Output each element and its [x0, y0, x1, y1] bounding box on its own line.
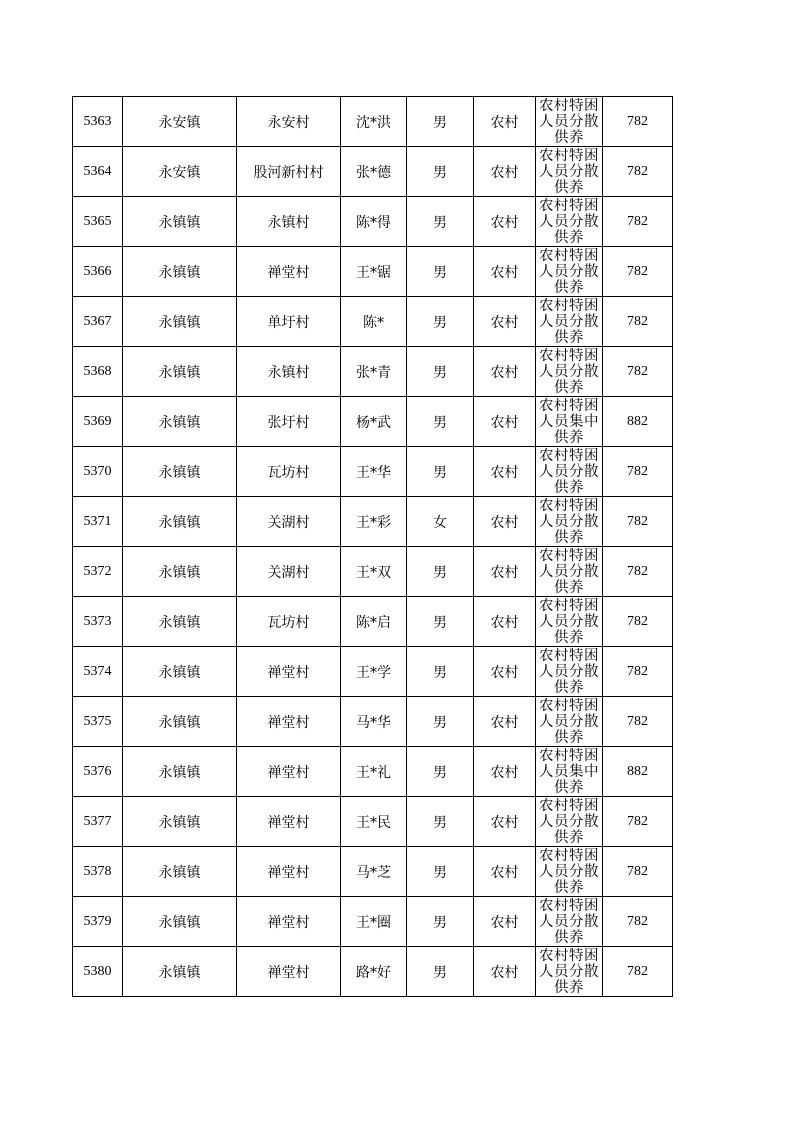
amount-cell: 782: [603, 597, 673, 647]
support-category-cell: [536, 847, 603, 897]
area-type-cell: 农村: [474, 897, 536, 947]
village-cell: 关湖村: [237, 497, 341, 547]
village-cell: 禅堂村: [237, 847, 341, 897]
amount-cell: 782: [603, 247, 673, 297]
area-type-cell: 农村: [474, 747, 536, 797]
person-name-cell: 杨*武: [341, 397, 407, 447]
person-name-cell: 马*芝: [341, 847, 407, 897]
support-category-cell: [536, 747, 603, 797]
amount-cell: 782: [603, 147, 673, 197]
area-type-cell: 农村: [474, 497, 536, 547]
serial-number-cell: 5373: [73, 597, 123, 647]
support-category-cell: [536, 897, 603, 947]
gender-cell: 男: [407, 797, 474, 847]
serial-number-cell: 5368: [73, 347, 123, 397]
serial-number-cell: 5363: [73, 97, 123, 147]
support-category-text: 农村特困人员分散供养: [539, 898, 599, 945]
amount-cell: 882: [603, 397, 673, 447]
gender-cell: 男: [407, 97, 474, 147]
support-category-cell: [536, 97, 603, 147]
support-category-text: 农村特困人员分散供养: [539, 198, 599, 245]
gender-cell: 男: [407, 597, 474, 647]
serial-number-cell: 5366: [73, 247, 123, 297]
town-cell: 永镇镇: [123, 297, 237, 347]
table-row: [73, 797, 673, 847]
person-name-cell: 陈*启: [341, 597, 407, 647]
serial-number-cell: 5369: [73, 397, 123, 447]
village-cell: 单圩村: [237, 297, 341, 347]
town-cell: 永安镇: [123, 97, 237, 147]
table-row: [73, 647, 673, 697]
town-cell: 永镇镇: [123, 947, 237, 997]
person-name-cell: 张*青: [341, 347, 407, 397]
town-cell: 永镇镇: [123, 447, 237, 497]
amount-cell: 782: [603, 497, 673, 547]
serial-number-cell: 5374: [73, 647, 123, 697]
village-cell: 禅堂村: [237, 647, 341, 697]
area-type-cell: 农村: [474, 597, 536, 647]
gender-cell: 男: [407, 297, 474, 347]
person-name-cell: 王*双: [341, 547, 407, 597]
village-cell: 瓦坊村: [237, 447, 341, 497]
person-name-cell: 王*学: [341, 647, 407, 697]
support-category-text: 农村特困人员分散供养: [539, 248, 599, 295]
relief-roster-table: [72, 96, 673, 997]
table-row: [73, 847, 673, 897]
support-category-cell: [536, 147, 603, 197]
support-category-cell: [536, 797, 603, 847]
area-type-cell: 农村: [474, 647, 536, 697]
village-cell: 永安村: [237, 97, 341, 147]
amount-cell: 782: [603, 297, 673, 347]
table-row: [73, 947, 673, 997]
town-cell: 永镇镇: [123, 647, 237, 697]
table-row: [73, 247, 673, 297]
serial-number-cell: 5365: [73, 197, 123, 247]
table-row: [73, 697, 673, 747]
table-row: [73, 747, 673, 797]
town-cell: 永镇镇: [123, 497, 237, 547]
support-category-text: 农村特困人员集中供养: [539, 398, 599, 445]
gender-cell: 男: [407, 247, 474, 297]
town-cell: 永镇镇: [123, 847, 237, 897]
support-category-text: 农村特困人员分散供养: [539, 348, 599, 395]
support-category-text: 农村特困人员分散供养: [539, 948, 599, 995]
area-type-cell: 农村: [474, 697, 536, 747]
town-cell: 永镇镇: [123, 797, 237, 847]
support-category-text: 农村特困人员集中供养: [539, 748, 599, 795]
serial-number-cell: 5372: [73, 547, 123, 597]
town-cell: 永镇镇: [123, 697, 237, 747]
village-cell: 禅堂村: [237, 797, 341, 847]
village-cell: 股河新村村: [237, 147, 341, 197]
table-row: [73, 297, 673, 347]
support-category-cell: [536, 197, 603, 247]
village-cell: 张圩村: [237, 397, 341, 447]
table-row: [73, 147, 673, 197]
table-row: [73, 347, 673, 397]
town-cell: 永镇镇: [123, 597, 237, 647]
support-category-text: 农村特困人员分散供养: [539, 648, 599, 695]
support-category-cell: [536, 347, 603, 397]
support-category-text: 农村特困人员分散供养: [539, 698, 599, 745]
area-type-cell: 农村: [474, 147, 536, 197]
serial-number-cell: 5380: [73, 947, 123, 997]
village-cell: 禅堂村: [237, 897, 341, 947]
serial-number-cell: 5375: [73, 697, 123, 747]
amount-cell: 782: [603, 797, 673, 847]
serial-number-cell: 5377: [73, 797, 123, 847]
gender-cell: 男: [407, 397, 474, 447]
support-category-text: 农村特困人员分散供养: [539, 798, 599, 845]
gender-cell: 男: [407, 347, 474, 397]
gender-cell: 女: [407, 497, 474, 547]
support-category-cell: [536, 647, 603, 697]
table-row: [73, 597, 673, 647]
gender-cell: 男: [407, 447, 474, 497]
support-category-cell: [536, 697, 603, 747]
support-category-cell: [536, 397, 603, 447]
serial-number-cell: 5367: [73, 297, 123, 347]
support-category-text: 农村特困人员分散供养: [539, 448, 599, 495]
town-cell: 永镇镇: [123, 547, 237, 597]
village-cell: 禅堂村: [237, 747, 341, 797]
person-name-cell: 张*德: [341, 147, 407, 197]
support-category-cell: [536, 247, 603, 297]
person-name-cell: 陈*: [341, 297, 407, 347]
amount-cell: 782: [603, 847, 673, 897]
gender-cell: 男: [407, 147, 474, 197]
gender-cell: 男: [407, 647, 474, 697]
amount-cell: 782: [603, 97, 673, 147]
town-cell: 永镇镇: [123, 197, 237, 247]
gender-cell: 男: [407, 947, 474, 997]
serial-number-cell: 5378: [73, 847, 123, 897]
village-cell: 瓦坊村: [237, 597, 341, 647]
amount-cell: 882: [603, 747, 673, 797]
village-cell: 禅堂村: [237, 697, 341, 747]
amount-cell: 782: [603, 647, 673, 697]
support-category-cell: [536, 497, 603, 547]
person-name-cell: 王*华: [341, 447, 407, 497]
support-category-text: 农村特困人员分散供养: [539, 598, 599, 645]
support-category-cell: [536, 947, 603, 997]
support-category-text: 农村特困人员分散供养: [539, 298, 599, 345]
serial-number-cell: 5370: [73, 447, 123, 497]
serial-number-cell: 5364: [73, 147, 123, 197]
village-cell: 禅堂村: [237, 247, 341, 297]
village-cell: 永镇村: [237, 347, 341, 397]
person-name-cell: 王*锯: [341, 247, 407, 297]
person-name-cell: 路*好: [341, 947, 407, 997]
person-name-cell: 沈*洪: [341, 97, 407, 147]
area-type-cell: 农村: [474, 947, 536, 997]
support-category-text: 农村特困人员分散供养: [539, 848, 599, 895]
amount-cell: 782: [603, 547, 673, 597]
person-name-cell: 陈*得: [341, 197, 407, 247]
table-body: [73, 97, 673, 997]
area-type-cell: 农村: [474, 847, 536, 897]
table-row: [73, 497, 673, 547]
area-type-cell: 农村: [474, 97, 536, 147]
serial-number-cell: 5371: [73, 497, 123, 547]
table-row: [73, 447, 673, 497]
table-row: [73, 97, 673, 147]
amount-cell: 782: [603, 947, 673, 997]
amount-cell: 782: [603, 197, 673, 247]
area-type-cell: 农村: [474, 447, 536, 497]
town-cell: 永镇镇: [123, 897, 237, 947]
amount-cell: 782: [603, 447, 673, 497]
gender-cell: 男: [407, 747, 474, 797]
support-category-cell: [536, 297, 603, 347]
town-cell: 永镇镇: [123, 397, 237, 447]
gender-cell: 男: [407, 547, 474, 597]
support-category-cell: [536, 597, 603, 647]
town-cell: 永镇镇: [123, 747, 237, 797]
person-name-cell: 王*彩: [341, 497, 407, 547]
amount-cell: 782: [603, 697, 673, 747]
amount-cell: 782: [603, 897, 673, 947]
table-row: [73, 547, 673, 597]
gender-cell: 男: [407, 697, 474, 747]
support-category-cell: [536, 447, 603, 497]
serial-number-cell: 5379: [73, 897, 123, 947]
town-cell: 永安镇: [123, 147, 237, 197]
serial-number-cell: 5376: [73, 747, 123, 797]
town-cell: 永镇镇: [123, 247, 237, 297]
support-category-text: 农村特困人员分散供养: [539, 498, 599, 545]
area-type-cell: 农村: [474, 397, 536, 447]
person-name-cell: 王*民: [341, 797, 407, 847]
support-category-text: 农村特困人员分散供养: [539, 148, 599, 195]
gender-cell: 男: [407, 197, 474, 247]
table-row: [73, 197, 673, 247]
town-cell: 永镇镇: [123, 347, 237, 397]
village-cell: 关湖村: [237, 547, 341, 597]
village-cell: 禅堂村: [237, 947, 341, 997]
gender-cell: 男: [407, 897, 474, 947]
area-type-cell: 农村: [474, 197, 536, 247]
area-type-cell: 农村: [474, 247, 536, 297]
area-type-cell: 农村: [474, 797, 536, 847]
table-row: [73, 397, 673, 447]
amount-cell: 782: [603, 347, 673, 397]
person-name-cell: 王*礼: [341, 747, 407, 797]
area-type-cell: 农村: [474, 347, 536, 397]
support-category-text: 农村特困人员分散供养: [539, 548, 599, 595]
village-cell: 永镇村: [237, 197, 341, 247]
gender-cell: 男: [407, 847, 474, 897]
support-category-text: 农村特困人员分散供养: [539, 98, 599, 145]
person-name-cell: 马*华: [341, 697, 407, 747]
area-type-cell: 农村: [474, 547, 536, 597]
area-type-cell: 农村: [474, 297, 536, 347]
table-row: [73, 897, 673, 947]
support-category-cell: [536, 547, 603, 597]
person-name-cell: 王*圈: [341, 897, 407, 947]
